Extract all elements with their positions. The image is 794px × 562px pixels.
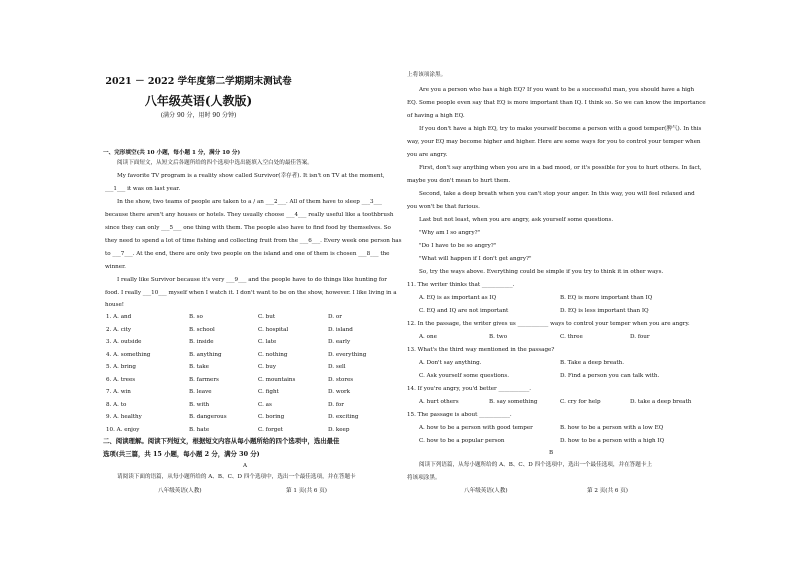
question-13: 13. What's the third way mentioned in the passage? [407, 347, 555, 353]
passage-line: Second, take a deep breath when you can't stop your anger. In this way, you will feel relaxed and [419, 191, 695, 197]
option-d[interactable]: D. exciting [328, 414, 359, 420]
option-b[interactable]: B. leave [189, 389, 212, 395]
option-c[interactable]: C. fight [258, 389, 279, 395]
part-b-instruction: 将该项涂黑。 [407, 475, 441, 481]
option-b[interactable]: B. school [189, 326, 215, 333]
passage-line: Last but not least, when you are angry, ask yourself some questions. [419, 217, 614, 223]
option-c[interactable]: C. but [258, 314, 276, 320]
q14-option-b[interactable]: B. say something [489, 399, 538, 405]
passage-line: maybe you don't mean to hurt them. [407, 178, 511, 184]
question-15: 15. The passage is about ___________. [407, 412, 512, 418]
passage-line: since they can only ___5___ one thing with them. The people also have to find food by themselves. So [105, 225, 391, 231]
q12-option-a[interactable]: A. one [419, 334, 437, 340]
passage-line: Are you a person who has a high EQ? If you want to be a successful man, you should have a high [419, 87, 695, 93]
footer-label: 八年级英语(人教) [158, 488, 202, 494]
option-d[interactable]: D. keep [328, 426, 350, 433]
exam-subtitle: 八年级英语(人教版) [144, 94, 253, 108]
option-a[interactable]: 3. A. outside [106, 339, 142, 345]
option-a[interactable]: 5. A. bring [106, 364, 136, 370]
option-a[interactable]: 1. A. and [106, 314, 132, 320]
option-row [106, 352, 386, 360]
footer-label: 八年级英语(人教) [464, 488, 508, 494]
option-a[interactable]: 4. A. something [106, 351, 151, 358]
option-row [106, 377, 386, 385]
passage-line: they need to spend a lot of time fishing and collecting fruit from the ___6___. Every week one person has [105, 238, 402, 244]
option-d[interactable]: D. for [328, 401, 344, 408]
section1-instruction: 阅读下面短文，从短文后各题所给的四个选项中选出能填入空白处的最佳答案。 [117, 160, 313, 166]
option-c[interactable]: C. boring [258, 414, 285, 420]
q12-option-b[interactable]: B. two [489, 334, 508, 340]
option-c[interactable]: C. forget [258, 426, 283, 433]
continued-line: 上将该项涂黑。 [407, 72, 447, 78]
option-a[interactable]: 2. A. city [106, 326, 132, 333]
option-row [106, 414, 386, 422]
q15-option-b[interactable]: B. how to be a person with a low EQ [560, 425, 664, 431]
passage-line: because there aren't any houses or hotels. They usually choose ___4___ really useful like a toothbrush [105, 212, 394, 218]
passage-line: you are angry. [407, 152, 448, 158]
passage-line: EQ. Some people even say that EQ is more important than IQ. I think so. So we can know the importance [407, 100, 706, 106]
option-row [106, 327, 386, 335]
q11-option-c[interactable]: C. EQ and IQ are not important [419, 308, 509, 314]
passage-line: "Do I have to be so angry?" [419, 243, 497, 249]
option-c[interactable]: C. mountains [258, 376, 296, 383]
passage-line: If you don't have a high EQ, try to make yourself become a person with a good temper(脾气). In this [419, 126, 702, 132]
option-row [106, 427, 386, 435]
option-d[interactable]: D. early [328, 339, 351, 345]
q13-option-d[interactable]: D. Find a person you can talk with. [560, 373, 660, 379]
option-d[interactable]: D. everything [328, 351, 367, 358]
option-d[interactable]: D. sell [328, 364, 346, 370]
q12-option-d[interactable]: D. four [630, 334, 650, 340]
passage-line: So, try the ways above. Everything could be simple if you try to think it in other ways. [419, 269, 664, 275]
question-11: 11. The writer thinks that ___________. [407, 282, 515, 288]
q15-option-c[interactable]: C. how to be a popular person [419, 438, 505, 444]
passage-line: In the show, two teams of people are taken to a / an ___2___. All of them have to sleep ___3___ [117, 199, 382, 205]
passage-line: to ___7___. At the end, there are only two people on the island and one of them is chosen ___8___ the [105, 251, 390, 257]
option-c[interactable]: C. nothing [258, 351, 288, 358]
option-d[interactable]: D. or [328, 314, 342, 320]
passage-line: food. I really ___10___ myself when I watch it. I don't want to be on the show, however. I like living in a [105, 290, 397, 296]
q13-option-a[interactable]: A. Don't say anything. [419, 360, 482, 366]
right-page [397, 0, 794, 562]
option-d[interactable]: D. island [328, 326, 353, 333]
part-b-instruction: 阅读下列语篇，从每小题所给的 A、B、C、D 四个选项中，选出一个最佳选项，并在答题卡上 [419, 462, 653, 468]
section2-heading: 选项(共三篇，共 15 小题，每小题 2 分，满分 30 分) [103, 450, 260, 458]
passage-line: First, don't say anything when you are in a bad mood, or it's possible for you to hurt others. In fact, [419, 165, 702, 171]
passage-line: ___1___ it was on last year. [105, 186, 181, 192]
passage-line: way, your EQ may become higher and higher. Here are some ways for you to control your temper when [407, 139, 701, 145]
option-a[interactable]: 8. A. to [106, 401, 127, 408]
page-number: 第 1 页(共 6 页) [286, 488, 327, 494]
option-b[interactable]: B. inside [189, 339, 214, 345]
option-b[interactable]: B. so [189, 314, 203, 320]
q15-option-a[interactable]: A. how to be a person with good temper [419, 425, 533, 431]
q14-option-a[interactable]: A. hurt others [419, 399, 459, 405]
option-c[interactable]: C. hospital [258, 326, 289, 333]
option-row [106, 389, 386, 397]
question-14: 14. If you're angry, you'd better ___________. [407, 386, 532, 392]
q13-option-b[interactable]: B. Take a deep breath. [560, 360, 624, 366]
option-b[interactable]: B. with [189, 401, 210, 408]
option-a[interactable]: 7. A. win [106, 389, 131, 395]
option-row [106, 402, 386, 410]
score-info: (满分 90 分，用时 90 分钟) [160, 112, 237, 119]
part-b-label: B [549, 450, 554, 456]
option-b[interactable]: B. anything [189, 351, 222, 358]
option-d[interactable]: D. work [328, 389, 351, 395]
q12-option-c[interactable]: C. three [560, 334, 583, 340]
passage-line: My favorite TV program is a reality show called Survivor(幸存者). It isn't on TV at the moment, [117, 173, 385, 179]
q15-option-d[interactable]: D. how to be a person with a high IQ [560, 438, 665, 444]
q14-option-d[interactable]: D. take a deep breath [630, 399, 692, 405]
passage-line: you won't be that furious. [407, 204, 480, 210]
option-row [106, 364, 386, 372]
passage-line: "Why am I so angry?" [419, 230, 481, 236]
passage-line: "What will happen if I don't get angry?" [419, 256, 532, 262]
q11-option-d[interactable]: D. EQ is less important than IQ [560, 308, 649, 314]
option-c[interactable]: C. buy [258, 364, 276, 370]
exam-title: 2021 － 2022 学年度第二学期期末测试卷 [105, 76, 292, 87]
option-row [106, 339, 386, 347]
option-a[interactable]: 10. A. enjoy [106, 426, 140, 433]
option-b[interactable]: B. farmers [189, 376, 219, 383]
q14-option-c[interactable]: C. cry for help [560, 399, 601, 405]
option-c[interactable]: C. late [258, 339, 277, 345]
option-c[interactable]: C. as [258, 401, 272, 408]
page-number: 第 2 页(共 6 页) [587, 488, 628, 494]
option-a[interactable]: 9. A. healthy [106, 414, 142, 420]
section1-heading: 一、完形填空(共 10 小题，每小题 1 分，满分 10 分) [103, 150, 241, 156]
part-a-label: A [243, 463, 248, 469]
section2-instruction: 请阅读下面的语篇，从每小题所给的 A、B、C、D 四个选项中，选出一个最佳选项，并在答题卡 [117, 474, 356, 480]
option-b[interactable]: B. take [189, 364, 209, 370]
section2-heading: 二、阅读理解。阅读下列短文，根据短文内容从每小题所给的四个选项中，选出最佳 [103, 437, 340, 445]
option-b[interactable]: B. hate [189, 426, 210, 433]
option-row [106, 314, 386, 322]
passage-line: of having a high EQ. [407, 113, 465, 119]
q11-option-a[interactable]: A. EQ is as important as IQ [419, 295, 497, 301]
passage-line: winner. [105, 264, 126, 270]
passage-line: house! [105, 302, 125, 308]
q11-option-b[interactable]: B. EQ is more important than IQ [560, 295, 653, 301]
q13-option-c[interactable]: C. Ask yourself some questions. [419, 373, 509, 379]
option-a[interactable]: 6. A. trees [106, 376, 136, 383]
question-12: 12. In the passage, the writer gives us ___________ ways to control your temper when you are angry. [407, 321, 690, 327]
option-b[interactable]: B. dangerous [189, 414, 227, 420]
option-d[interactable]: D. stores [328, 376, 354, 383]
passage-line: I really like Survivor because it's very ___9___ and the people have to do things like hunting for [117, 277, 387, 283]
